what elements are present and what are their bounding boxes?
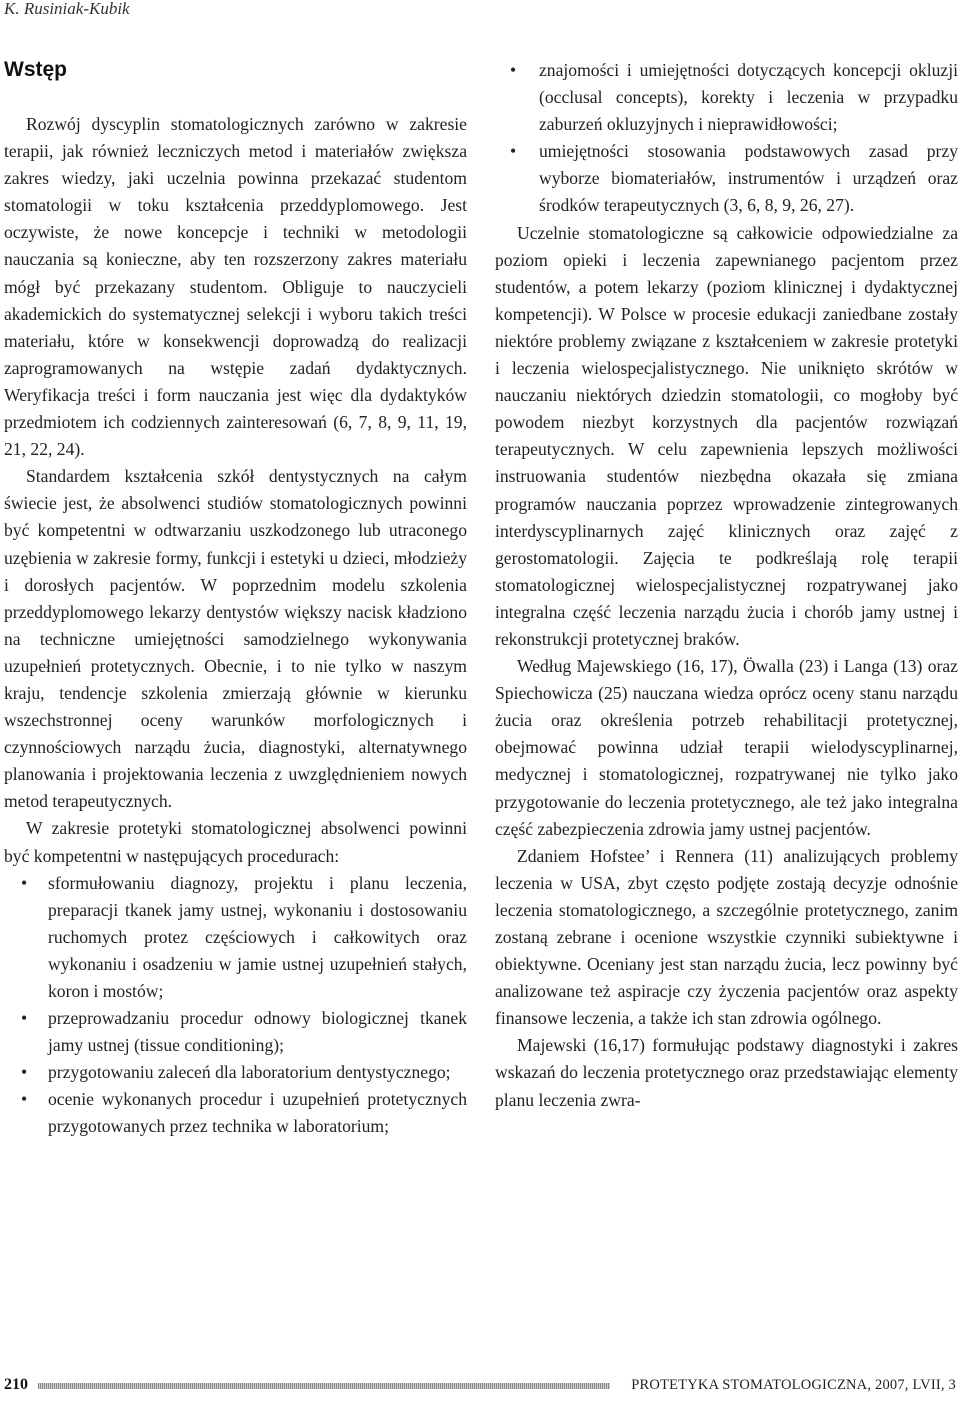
bullet-icon: • [21,1062,28,1083]
list-item: • umiejętności stosowania podstawowych zasad przy wyborze biomateriałów, instrumentów i urządzeń oraz środków terapeutycznych (3, 6, 8, 9, 26, 27). [495,138,958,219]
list-item: • przygotowaniu zaleceń dla laboratorium dentystycznego; [4,1059,467,1086]
paragraph: Standardem kształcenia szkół dentystycznych na całym świecie jest, że absolwenci studiów stomatologicznych powinni być kompetentni w odtwarzaniu uszkodzonego lub utraconego uzębienia w zakresie formy, funkcji i estetyki u dzieci, młodzieży i dorosłych pacjentów. W poprzednim modelu szkolenia przeddyplomowego lekarzy dentystów większy nacisk kładziono na techniczne umiejętności samodzielnego wykonywania uzupełnień protetycznych. Obecnie, i to nie tylko w naszym kraju, tendencje szkolenia zmierzają głównie w kierunku wszechstronnej oceny warunków morfologicznych i czynnościowych narządu żucia, diagnostyki, alternatywnego planowania i projektowania leczenia z uwzględnieniem nowych metod terapeutycznych. [4,466,467,812]
journal-title: PROTETYKA STOMATOLOGICZNA, 2007, LVII, 3 [631,1377,956,1393]
bullet-list [495,57,958,220]
bullet-icon: • [21,872,28,893]
paragraph: Rozwój dyscyplin stomatologicznych zarówno w zakresie terapii, jak również leczniczych metod i materiałów zwiększa zakres wiedzy, jaki uczelnia powinna przekazać studentom stomatologii w toku kształcenia przeddyplomowego. Jest oczywiste, że nowe koncepcje i techniki w metodologii nauczania są konieczne, aby ten rozszerzony zakres materiału mógł być przekazany studentom. Obliguje to nauczycieli akademickich do systematycznej selekcji i wyboru takich treści materiału, które w konsekwencji doprowadzą do realizacji zaprogramowanych na wstępie zadań dydaktycznych. Weryfikacja treści i form nauczania jest więc dla dydaktyków przedmiotem ich codziennych zainteresowań (6, 7, 8, 9, 11, 19, 21, 22, 24). [4,114,467,460]
list-item: • znajomości i umiejętności dotyczących koncepcji okluzji (occlusal concepts), korekty i leczenia w przypadku zaburzeń okluzyjnych i nieprawidłowości; [495,57,958,138]
right-column [495,57,958,1114]
left-column [4,57,467,1141]
section-title: Wstęp [4,58,67,81]
bullet-icon: • [21,1089,28,1110]
page-footer [0,1372,960,1398]
list-item: • przeprowadzaniu procedur odnowy biologicznej tkanek jamy ustnej (tissue conditioning); [4,1005,467,1059]
bullet-list [4,870,467,1141]
paragraph: Majewski (16,17) formułując podstawy diagnostyki i zakres wskazań do leczenia protetycznego oraz przedstawiając elementy planu leczenia zwra- [495,1035,958,1110]
list-item: • ocenie wykonanych procedur i uzupełnień protetycznych przygotowanych przez technika w laboratorium; [4,1086,467,1140]
paragraph: W zakresie protetyki stomatologicznej absolwenci powinni być kompetentni w następujących procedurach: [4,818,467,866]
paragraph: Zdaniem Hofstee’ i Rennera (11) analizujących problemy leczenia w USA, zbyt często podjęte zostają decyzje odnośnie leczenia stomatologicznego, a szczególnie protetycznego, zanim zostaną zebrane i ocenione wszystkie czynniki subiektywne i obiektywne. Oceniany jest stan narządu żucia, lecz powinny być analizowane też aspiracje czy życzenia pacjentów oraz aspekty finansowe leczenia, a także ich stan zdrowia ogólnego. [495,845,958,1029]
list-item: • sformułowaniu diagnozy, projektu i planu leczenia, preparacji tkanek jamy ustnej, wykonaniu i dostosowaniu ruchomych protez częściowych i całkowitych oraz wykonaniu i osadzeniu w jamie ustnej uzupełnień stałych, koron i mostów; [4,870,467,1005]
page-number: 210 [4,1376,28,1393]
bullet-icon: • [510,141,517,162]
footer-rule [38,1383,610,1389]
paragraph: Według Majewskiego (16, 17), Öwalla (23) i Langa (13) oraz Spiechowicza (25) nauczana wiedza oprócz oceny stanu narządu żucia oraz określenia potrzeb rehabilitacji protetycznej, obejmować powinna udział terapii wielodyscyplinarnej, medycznej i stomatologicznej, rozpatrywanej nie tylko jako przygotowanie do leczenia protetycznego, ale też jako integralna część zabezpieczenia zdrowia jamy ustnej pacjentów. [495,656,958,839]
paragraph: Uczelnie stomatologiczne są całkowicie odpowiedzialne za poziom opieki i leczenia zapewnianego pacjentom przez studentów, a potem lekarzy (poziom klinicznej i dydaktycznej kompetencji). W Polsce w procesie edukacji zaniedbane zostały niektóre problemy związane z kształceniem w zakresie protetyki i leczenia wielospecjalistycznego. Nie uniknięto skrótów w nauczaniu niektórych dziedzin stomatologii, co mogłoby być powodem niezbyt korzystnych dla pacjentów rozwiązań terapeutycznych. W celu zapewnienia lepszych możliwości instruowania studentów niezbędna okazała się zmiana programów nauczania poprzez wprowadzenie zintegrowanych interdyscyplinarnych zajęć klinicznych oraz zajęć z gerostomatologii. Zajęcia te podkreślają rolę terapii stomatologicznej wielospecjalistycznej rozpatrywanej jako integralna część leczenia narządu żucia i chorób jamy ustnej i rekonstrukcji protetycznej braków. [495,222,958,649]
bullet-icon: • [510,60,517,80]
running-head: K. Rusiniak-Kubik [4,0,130,18]
bullet-icon: • [21,1008,28,1029]
